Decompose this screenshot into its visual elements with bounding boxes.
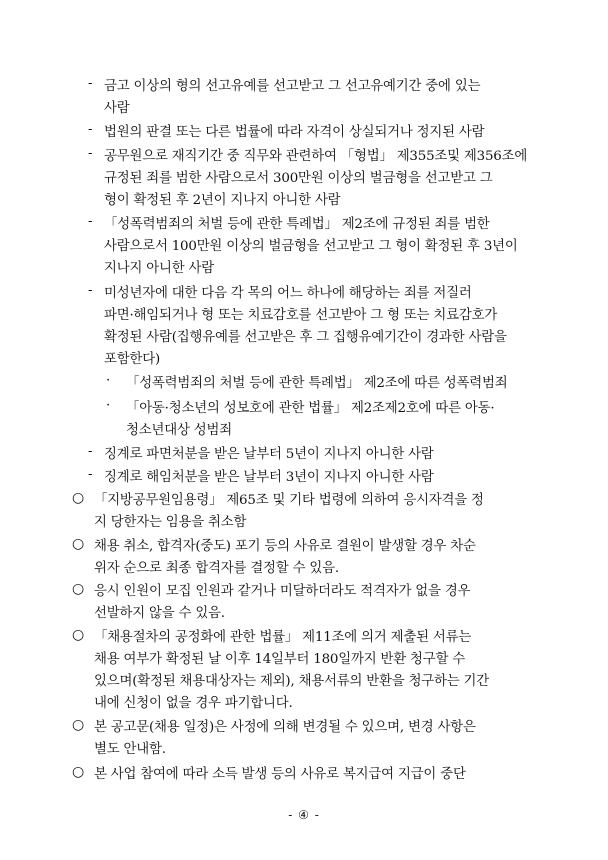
item-line: 본 공고문(채용 일정)은 사정에 의해 변경될 수 있으며, 변경 사항은 bbox=[94, 720, 476, 735]
item-marker: · bbox=[106, 373, 111, 388]
circle-bullet-icon: ○ bbox=[72, 581, 85, 597]
item-line: 파면·해임되거나 형 또는 치료감호를 선고받아 그 형 또는 치료감호가 bbox=[104, 308, 498, 323]
item-line: 지 당한자는 임용을 취소함 bbox=[94, 515, 247, 530]
item-line: 지나지 아니한 사람 bbox=[104, 261, 214, 276]
circle-bullet-icon: ○ bbox=[72, 536, 85, 552]
item-marker: - bbox=[88, 214, 93, 229]
item-line: 선발하지 않을 수 있음. bbox=[94, 606, 225, 621]
item-line: 내에 신청이 없을 경우 파기합니다. bbox=[94, 696, 293, 711]
item-line: 사람 bbox=[104, 101, 130, 116]
item-marker: - bbox=[88, 76, 93, 91]
item-line: 징계로 파면처분을 받은 날부터 5년이 지나지 아니한 사람 bbox=[104, 447, 434, 462]
item-line: 위자 순으로 최종 합격자를 결정할 수 있음. bbox=[94, 561, 339, 576]
circle-bullet-icon: ○ bbox=[72, 717, 85, 733]
item-line: 「지방공무원임용령」 제65조 및 기타 법령에 의하여 응시자격을 정 bbox=[94, 493, 484, 508]
item-line: 징계로 해임처분을 받은 날부터 3년이 지나지 아니한 사람 bbox=[104, 470, 434, 485]
item-line: 별도 안내함. bbox=[94, 742, 166, 757]
item-line: 규정된 죄를 범한 사람으로서 300만원 이상의 벌금형을 선고받고 그 bbox=[104, 171, 493, 186]
item-line: 「성폭력범죄의 처벌 등에 관한 특례법」 제2조에 규정된 죄를 범한 bbox=[104, 217, 490, 232]
item-marker: - bbox=[88, 467, 93, 482]
item-line: 채용 취소, 합격자(중도) 포기 등의 사유로 결원이 발생할 경우 차순 bbox=[94, 539, 476, 554]
item-marker: · bbox=[106, 398, 111, 413]
circle-bullet-icon: ○ bbox=[72, 627, 85, 643]
item-line: 사람으로서 100만원 이상의 벌금형을 선고받고 그 형이 확정된 후 3년이 bbox=[104, 239, 518, 254]
circle-bullet-icon: ○ bbox=[72, 764, 85, 780]
item-line: 금고 이상의 형의 선고유예를 선고받고 그 선고유예기간 중에 있는 bbox=[104, 79, 481, 94]
item-line: 응시 인원이 모집 인원과 같거나 미달하더라도 적격자가 없을 경우 bbox=[94, 584, 471, 599]
item-line: 형이 확정된 후 2년이 지나지 아니한 사람 bbox=[104, 193, 341, 208]
item-marker: - bbox=[88, 122, 93, 137]
item-marker: - bbox=[88, 283, 93, 298]
item-line: 확정된 사람(집행유예를 선고받은 후 그 집행유예기간이 경과한 사람을 bbox=[104, 330, 507, 345]
item-line: 청소년대상 성범죄 bbox=[126, 423, 232, 438]
item-marker: - bbox=[88, 444, 93, 459]
item-marker: - bbox=[88, 146, 93, 161]
item-line: 「아동·청소년의 성보호에 관한 법률」 제2조제2호에 따른 아동· bbox=[126, 401, 495, 416]
item-line: 채용 여부가 확정된 날 이후 14일부터 180일까지 반환 청구할 수 bbox=[94, 652, 466, 667]
page-number: - ④ - bbox=[288, 808, 320, 822]
item-line: 미성년자에 대한 다음 각 목의 어느 하나에 해당하는 죄를 저질러 bbox=[104, 286, 472, 301]
item-line: 공무원으로 재직기간 중 직무와 관련하여 「형법」 제355조및 제356조에 bbox=[104, 149, 528, 164]
item-line: 「성폭력범죄의 처벌 등에 관한 특례법」 제2조에 따른 성폭력범죄 bbox=[126, 376, 508, 391]
circle-bullet-icon: ○ bbox=[72, 490, 85, 506]
item-line: 법원의 판결 또는 다른 법률에 따라 자격이 상실되거나 정지된 사람 bbox=[104, 125, 485, 140]
item-line: 본 사업 참여에 따라 소득 발생 등의 사유로 복지급여 지급이 중단 bbox=[94, 767, 466, 782]
item-line: 「채용절차의 공정화에 관한 법률」 제11조에 의거 제출된 서류는 bbox=[94, 630, 472, 645]
item-line: 있으며(확정된 채용대상자는 제외), 채용서류의 반환을 청구하는 기간 bbox=[94, 674, 490, 689]
item-line: 포함한다) bbox=[104, 352, 160, 367]
